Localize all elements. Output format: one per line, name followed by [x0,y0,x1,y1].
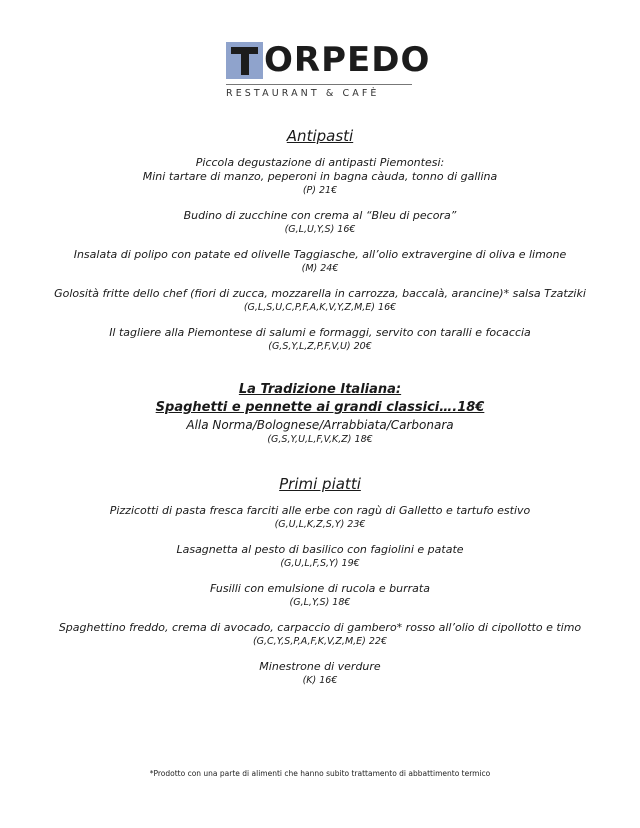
menu-item [0,621,640,648]
dish-allergens-price: (G,S,Y,U,L,F,V,K,Z) 18€ [267,434,373,445]
dish-allergens-price: (G,U,L,F,S,Y) 19€ [280,558,360,569]
dish-name: Piccola degustazione di antipasti Piemontesi: [195,156,445,169]
dish-allergens-price: (M) 24€ [301,263,339,274]
dish-allergens-price: (G,C,Y,S,P,A,F,K,V,Z,M,E) 22€ [252,636,388,647]
menu-item [0,248,640,275]
menu-item [0,287,640,314]
logo-subtitle: RESTAURANT & CAFÈ [226,88,380,99]
section-title-primi: Primi piatti [279,475,361,493]
primi-section [0,474,640,687]
menu-item [0,660,640,687]
footnote: *Prodotto con una parte di alimenti che hanno subito trattamento di abbattimento termico [149,769,491,778]
dish-name: Minestrone di verdure [259,660,381,673]
antipasti-section [0,126,640,353]
dish-name: Golosità fritte dello chef (fiori di zucca, mozzarella in carrozza, baccalà, arancine)* salsa Tzatziki [54,287,586,300]
menu-item [0,504,640,531]
dish-allergens-price: (K) 16€ [302,675,338,686]
menu-item [0,326,640,353]
section-title-antipasti: Antipasti [286,127,354,145]
dish-name: Pizzicotti di pasta fresca farciti alle erbe con ragù di Galletto e tartufo estivo [109,504,531,517]
tradizione-section [0,381,640,446]
dish-allergens-price: (G,L,Y,S) 18€ [289,597,351,608]
logo-wordmark: ORPEDO [264,40,431,80]
dish-description: Mini tartare di manzo, peperoni in bagna càuda, tonno di gallina [142,170,498,183]
dish-name: Spaghettino freddo, crema di avocado, carpaccio di gambero* rosso all’olio di cipollotto e timo [58,621,582,634]
dish-allergens-price: (G,U,L,K,Z,S,Y) 23€ [274,519,366,530]
dish-name: Insalata di polipo con patate ed olivelle Taggiasche, all’olio extravergine di oliva e limone [73,248,567,261]
tradizione-title: La Tradizione Italiana: [238,382,402,397]
dish-name: Budino di zucchine con crema al “Bleu di pecora” [183,209,457,222]
logo-t-mark [226,42,263,79]
dish-name: Il tagliere alla Piemontese di salumi e formaggi, servito con taralli e focaccia [109,326,531,339]
dish-allergens-price: (P) 21€ [302,185,338,196]
dish-allergens-price: (G,S,Y,L,Z,P,F,V,U) 20€ [268,341,372,352]
logo-divider [226,84,412,85]
dish-name: Lasagnetta al pesto di basilico con fagiolini e patate [176,543,464,556]
dish-allergens-price: (G,L,U,Y,S) 16€ [284,224,356,235]
menu-item [0,209,640,236]
tradizione-variants: Alla Norma/Bolognese/Arrabbiata/Carbonara [186,418,454,432]
tradizione-subtitle: Spaghetti e pennette ai grandi classici….18€ [155,400,485,415]
dish-name: Fusilli con emulsione di rucola e burrata [210,582,430,595]
menu-item [0,543,640,570]
dish-allergens-price: (G,L,S,U,C,P,F,A,K,V,Y,Z,M,E) 16€ [243,302,397,313]
menu-body [0,126,640,687]
menu-item [0,156,640,197]
menu-item [0,582,640,609]
restaurant-logo [224,40,431,102]
